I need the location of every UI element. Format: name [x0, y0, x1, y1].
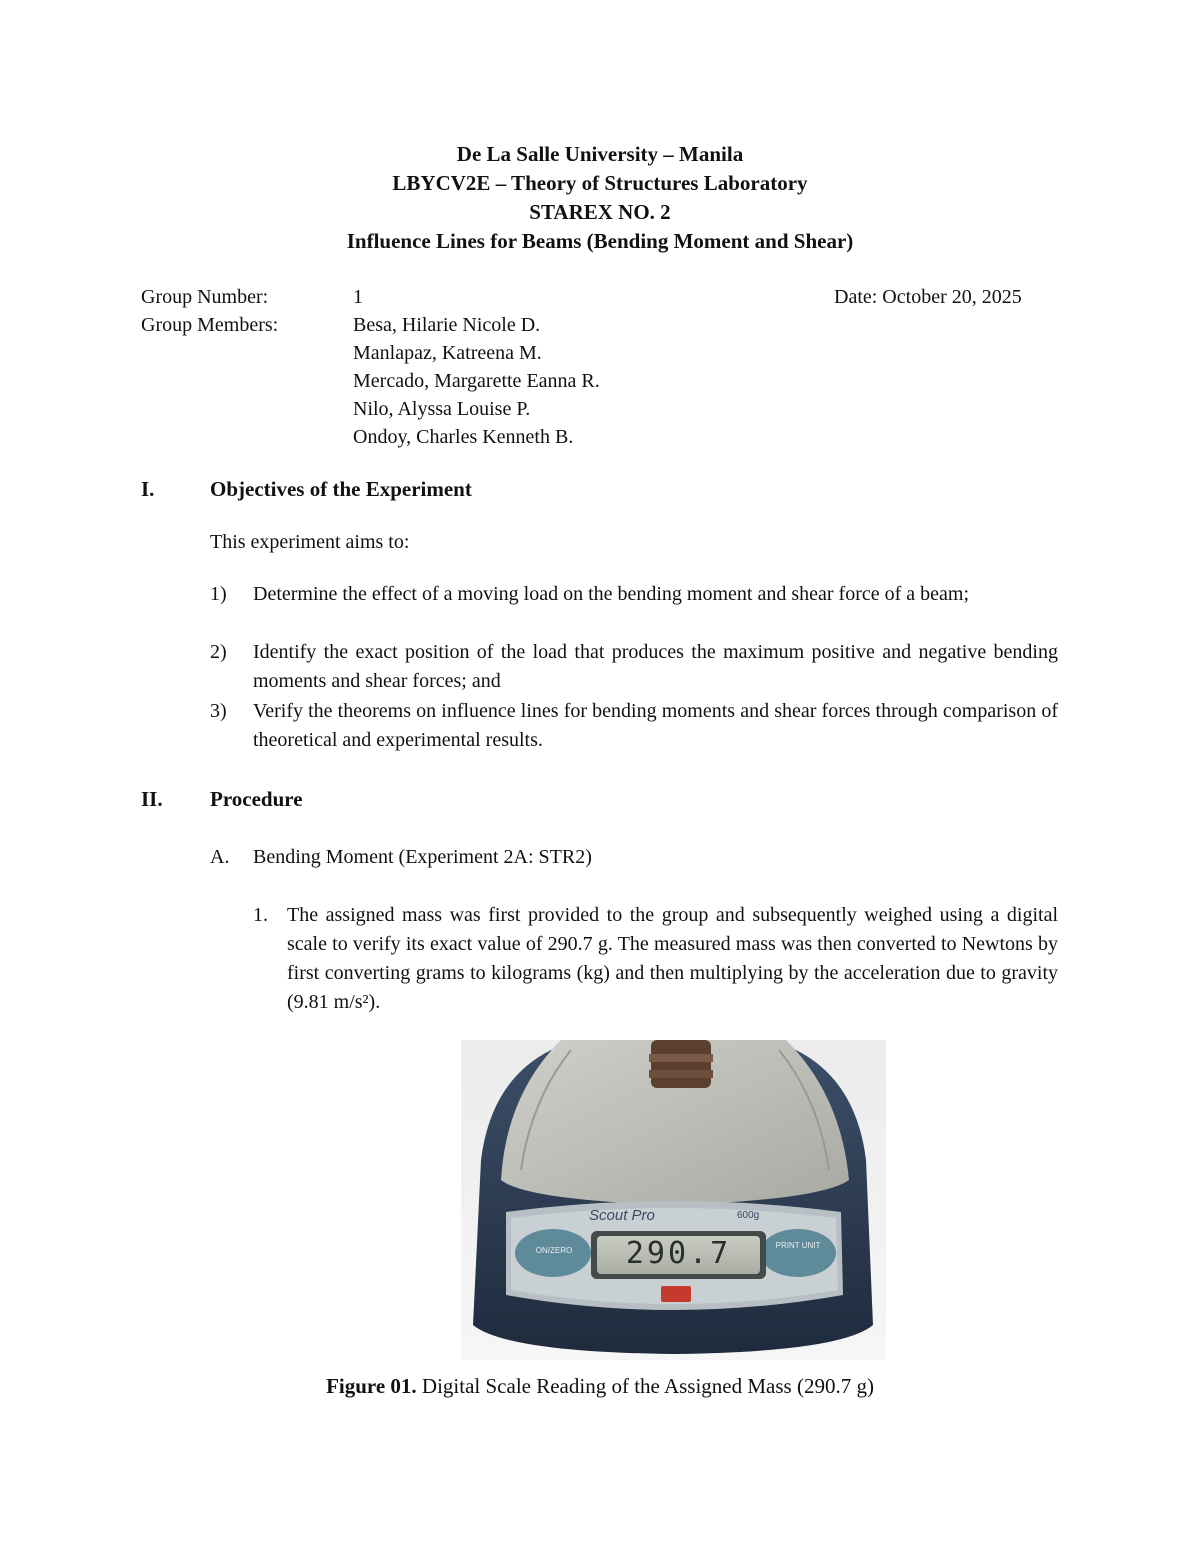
scale-brand-label: Scout Pro	[589, 1207, 655, 1224]
group-number-label: Group Number:	[141, 286, 269, 308]
experiment-title: Influence Lines for Beams (Bending Moment and Shear)	[346, 229, 854, 253]
list-number: 1)	[210, 583, 227, 605]
document-header	[0, 140, 1200, 256]
procedure-step: The assigned mass was first provided to the group and subsequently weighed using a digital scale to verify its exact value of 290.7 g. The measured mass was then converted to Newtons by first converting grams to kilograms (kg) and then multiplying by the acceleration due to gravity (9.81 m/s²).	[287, 904, 1058, 1013]
scale-reading-display: 290.7	[625, 1236, 732, 1271]
scale-photo	[461, 1040, 886, 1360]
member-name: Mercado, Margarette Eanna R.	[353, 370, 600, 392]
objective-item: Determine the effect of a moving load on the bending moment and shear force of a beam;	[253, 583, 970, 605]
starex-number: STAREX NO. 2	[529, 200, 671, 224]
section-title: Objectives of the Experiment	[210, 477, 472, 501]
university-name: De La Salle University – Manila	[456, 142, 744, 166]
course-title: LBYCV2E – Theory of Structures Laboratory	[392, 171, 808, 195]
scale-capacity-label: 600g	[737, 1210, 760, 1221]
report-date: Date: October 20, 2025	[834, 286, 1022, 308]
figure-label: Figure 01.	[326, 1374, 417, 1398]
list-number: 2)	[210, 641, 227, 663]
zero-button: ON/ZERO	[535, 1246, 573, 1255]
objective-item: Verify the theorems on influence lines for bending moments and shear forces through comparison of theoretical and experimental results.	[253, 700, 1058, 751]
section-number: II.	[141, 787, 163, 811]
list-number: 3)	[210, 700, 227, 722]
member-name: Ondoy, Charles Kenneth B.	[353, 426, 574, 448]
objective-item: Identify the exact position of the load that produces the maximum positive and negative bending moments and shear forces; and	[253, 641, 1058, 692]
subsection-title: Bending Moment (Experiment 2A: STR2)	[253, 846, 592, 868]
figure-caption-text: Digital Scale Reading of the Assigned Mass (290.7 g)	[416, 1374, 874, 1398]
print-unit-button: PRINT UNIT	[775, 1241, 821, 1250]
member-name: Nilo, Alyssa Louise P.	[353, 398, 531, 420]
member-name: Manlapaz, Katreena M.	[353, 342, 542, 364]
subsection-label: A.	[210, 846, 230, 868]
objectives-intro: This experiment aims to:	[210, 531, 410, 553]
group-number-value: 1	[353, 286, 363, 308]
section-title: Procedure	[210, 787, 303, 811]
section-number: I.	[141, 477, 155, 501]
group-members-label: Group Members:	[141, 314, 279, 336]
figure-caption	[0, 1374, 1200, 1399]
step-number: 1.	[253, 904, 268, 926]
member-name: Besa, Hilarie Nicole D.	[353, 314, 541, 336]
